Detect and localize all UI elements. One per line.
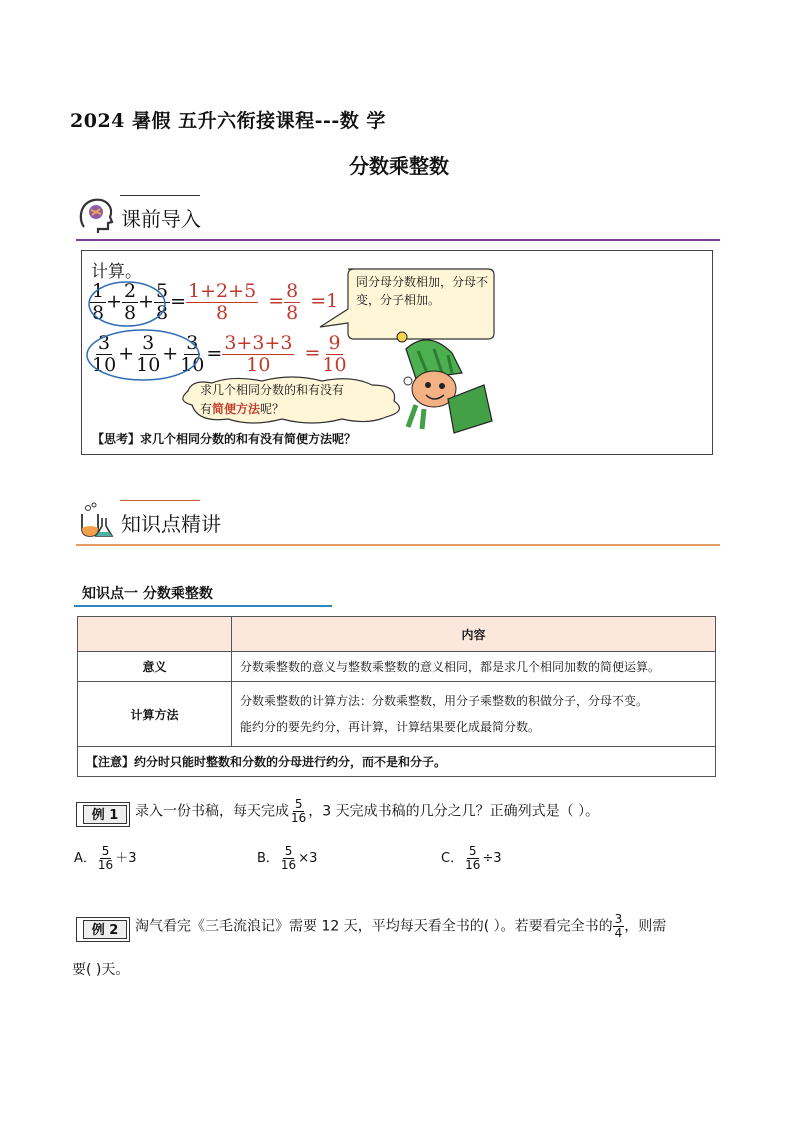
header-title: 2024 暑假 五升六衔接课程---数 学 [70,110,386,132]
example-label: 例 2 [76,917,130,942]
brain-head-icon [76,195,116,235]
page-title: 分数乘整数 [349,154,449,178]
row-content: 分数乘整数的意义与整数乘整数的意义相同，都是求几个相同加数的简便运算。 [232,652,716,682]
table-header-cell: 内容 [232,617,716,652]
knowledge-table [77,616,716,777]
table-row [78,617,716,652]
fraction: $\frac{3}{10}$ [180,332,205,376]
option-b[interactable]: B． $\frac{5}{16}$ ×3 [257,844,318,873]
fraction: $\frac{5}{8}$ [156,280,169,324]
fraction: $\frac{5}{16}$ [291,797,307,826]
plus-sign: + [138,290,155,313]
section-rule [76,239,720,241]
table-header-cell [78,617,232,652]
row-content: 分数乘整数的计算方法：分数乘整数，用分子乘整数的积做分子，分母不变。 能约分的要先约分，再计算，计算结果要化成最简分数。 [232,682,716,747]
fraction-result: $\frac{8}{8}$ [286,280,299,324]
option-a[interactable]: A． $\frac{5}{16}$ ＋3 [74,844,137,873]
fraction: $\frac{3}{10}$ [92,332,117,376]
section-title: 知识点精讲 [121,512,221,536]
table-row [78,747,716,777]
ellipse-highlight [86,279,168,329]
speech-bubble-text: 同分母分数相加，分母不变，分子相加。 [356,275,489,307]
row-label: 计算方法 [78,682,232,747]
example-2-text: 淘气看完《三毛流浪记》需要 12 天，平均每天看全书的( ）。若要看完全书的 $\frac{3}{4}$ ，则需 [135,912,667,941]
heading-overline [120,500,200,501]
plus-sign: + [106,290,123,313]
intro-box [81,250,713,455]
heading-overline [120,195,200,196]
knowledge-point-underline [74,605,332,607]
option-c[interactable]: C． $\frac{5}{16}$ ÷3 [441,844,502,873]
cloud-line-1: 求几个相同分数的和有没有 [200,383,345,397]
think-prompt: 【思考】求几个相同分数的和有没有简便方法呢？ [92,432,357,446]
table-row [78,652,716,682]
section-rule [76,544,720,546]
note-cell: 【注意】约分时只能时整数和分数的分母进行约分，而不是和分子。 [78,747,716,777]
elf-character-illustration [388,329,498,437]
section-title: 课前导入 [121,207,201,231]
example-1-text: 录入一份书稿，每天完成 $\frac{5}{16}$ ，3 天完成书稿的几分之几？正确列式是（ ）。 [135,797,600,826]
fraction-result: $\frac{9}{10}$ [322,332,347,376]
lab-flask-icon [76,500,116,540]
calc-label: 计算。 [91,262,142,282]
equation-line-1: $\frac{1}{8}$ + $\frac{2}{8}$ + $\frac{5}{8}$ = $\frac{1+2+5}{8}$ = $\frac{8}{8}$ =1 [92,280,339,324]
fraction-result: $\frac{1+2+5}{8}$ [188,280,257,324]
section-heading-intro [76,195,720,241]
fraction: $\frac{3}{4}$ [614,912,623,941]
fraction: $\frac{1}{8}$ [92,280,105,324]
table-row [78,682,716,747]
fraction-result: $\frac{3+3+3}{10}$ [224,332,293,376]
row-label: 意义 [78,652,232,682]
fraction: $\frac{3}{10}$ [136,332,161,376]
knowledge-point-title: 知识点一 分数乘整数 [82,586,213,602]
cloud-line-2: 有简便方法呢？ [200,402,285,416]
equation-line-2: $\frac{3}{10}$ + $\frac{3}{10}$ + $\frac{3}{10}$ = $\frac{3+3+3}{10}$ = $\frac{9}{10}$ [92,332,347,376]
example-label: 例 1 [76,802,130,827]
result-one: =1 [310,290,339,313]
fraction: $\frac{2}{8}$ [124,280,137,324]
example-2-text-cont: 要( )天。 [72,962,130,978]
section-heading-knowledge [76,500,720,546]
